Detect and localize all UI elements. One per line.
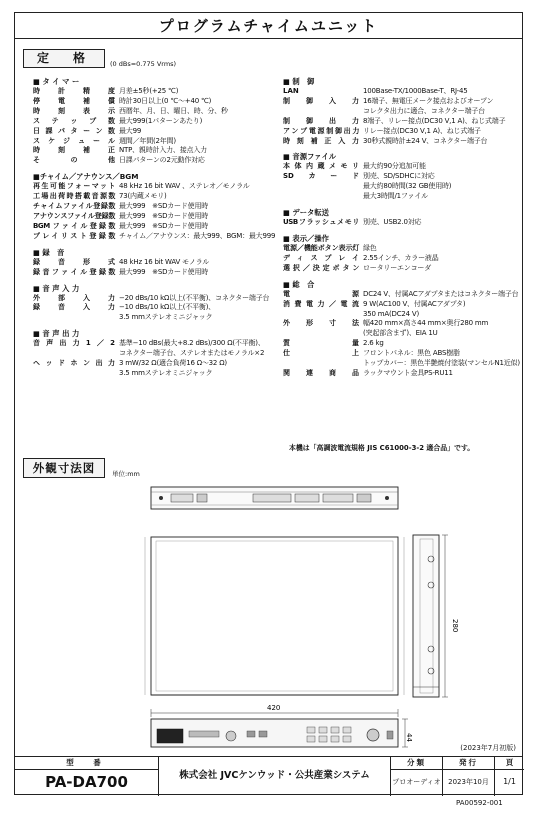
spec-value: 100Base-TX/1000Base-T、RJ-45 <box>363 87 468 95</box>
spec-label: スケジュール <box>33 136 115 145</box>
spec-value: −10 dBs/10 kΩ以上(不平衡)、 <box>119 303 216 312</box>
spec-value: 日課パターンの2元動作対応 <box>119 156 205 165</box>
depth-dimension-label: 280 <box>451 619 459 633</box>
spec-label <box>33 369 119 379</box>
spec-row <box>283 359 519 369</box>
spec-label: 時刻表示 <box>33 106 115 115</box>
rear-view <box>151 487 398 509</box>
spec-row <box>283 117 519 127</box>
spec-group-header: ■チャイム／アナウンス／BGM <box>33 172 139 182</box>
spec-label: その他 <box>33 156 115 165</box>
spec-group-header: ■ データ転送 <box>283 208 329 218</box>
spec-row <box>33 339 270 349</box>
model-cell <box>15 757 159 796</box>
spec-row <box>283 319 519 329</box>
spec-row <box>283 162 519 172</box>
model-number: PA-DA700 <box>45 773 128 791</box>
spec-row <box>33 303 270 313</box>
spec-column-right <box>283 77 519 385</box>
spec-value: トップカバー：黒色半艶焼付塗装(マンセルN1近似) <box>363 359 520 368</box>
spec-row <box>33 212 270 222</box>
spec-group-header: ■ 音 声 出 力 <box>33 329 80 339</box>
spec-value: 73(内蔵メモリ) <box>119 192 167 201</box>
spec-value: 最大約90分追加可能 <box>363 162 426 171</box>
spec-group-header: ■ 音 声 入 力 <box>33 283 80 293</box>
spec-label: 制御出力 <box>283 116 359 125</box>
class-value: プロオーディオ <box>392 778 441 786</box>
spec-row <box>33 146 270 156</box>
spec-value: 最大999(1パターンあたり) <box>119 116 203 125</box>
spec-label: 仕上 <box>283 349 359 358</box>
spec-label: 録音ファイル登録数 <box>33 267 115 276</box>
spec-value: NTP、親時計入力、接点入力 <box>119 146 207 155</box>
spec-row <box>283 172 519 182</box>
spec-value: 350 mA(DC24 V) <box>363 309 420 318</box>
spec-group <box>33 284 270 324</box>
page-cell <box>495 757 524 796</box>
spec-label: 選択／決定ボタン <box>283 263 359 272</box>
spec-value: 3.5 mmステレオミニジャック <box>119 368 213 377</box>
document-number: PA00592-001 <box>456 799 503 807</box>
spec-label: アンプ電源制御出力 <box>283 126 359 135</box>
page-header: 頁 <box>495 757 524 770</box>
spec-group <box>283 208 519 228</box>
class-cell <box>391 757 443 796</box>
spec-row <box>33 182 270 192</box>
spec-value: 16端子、無電圧メーク接点およびオープン <box>363 96 494 105</box>
spec-row <box>283 137 519 147</box>
spec-group <box>283 152 519 202</box>
spec-row <box>33 294 270 304</box>
spec-row <box>283 218 519 228</box>
spec-row <box>283 264 519 274</box>
spec-value: ラックマウント金具PS-RU11 <box>363 368 453 377</box>
spec-row <box>33 313 270 323</box>
spec-label <box>33 313 119 323</box>
spec-label <box>283 359 363 369</box>
spec-row <box>33 192 270 202</box>
spec-value: 別売、SD/SDHCに対応 <box>363 172 435 181</box>
spec-row <box>283 244 519 254</box>
harmonic-compliance-note: 本機は「高調波電流規格 JIS C61000-3-2 適合品」です。 <box>289 444 475 452</box>
spec-value: 西暦年、月、日、曜日、時、分、秒 <box>119 106 228 115</box>
spec-value: 最大999 ※SDカード使用時 <box>119 211 209 220</box>
spec-value: 3.5 mmステレオミニジャック <box>119 313 213 322</box>
spec-value: フロントパネル：黒色 ABS樹脂 <box>363 349 460 358</box>
spec-label: 音声出力1／2 <box>33 339 115 348</box>
spec-label: 日課パターン数 <box>33 126 115 135</box>
spec-value: 月差±5秒(+25 ℃) <box>119 87 179 95</box>
issue-header: 発行 <box>443 757 494 770</box>
spec-value: コレクタ出力に適合、コネクター端子台 <box>363 106 485 115</box>
spec-label: LAN <box>283 87 299 95</box>
spec-value: ロータリーエンコーダ <box>363 263 431 272</box>
model-header: 型 番 <box>15 757 158 770</box>
spec-value: 2.6 kg <box>363 339 384 348</box>
height-dimension-label: 44 <box>405 733 413 742</box>
spec-row <box>33 127 270 137</box>
spec-label <box>283 310 363 320</box>
spec-label <box>283 329 363 339</box>
spec-row <box>283 87 519 97</box>
spec-label: プレイリスト登録数 <box>33 231 115 240</box>
top-view <box>145 537 404 695</box>
spec-row <box>33 349 270 359</box>
footer-table <box>15 756 522 796</box>
spec-value: 30秒式親時計±24 V、コネクター端子台 <box>363 136 488 145</box>
spec-row <box>33 231 276 242</box>
spec-value: 48 kHz 16 bit WAV モノラル <box>119 257 210 266</box>
spec-group <box>283 280 519 379</box>
spec-value: チャイム／アナウンス：最大999、BGM：最大999 <box>119 231 276 240</box>
document-title: プログラムチャイムユニット <box>15 13 522 39</box>
page-value: 1/1 <box>503 777 516 786</box>
spec-value: 3 mW/32 Ω(適合負荷16 Ω〜32 Ω) <box>119 359 227 368</box>
spec-label: 質量 <box>283 339 359 348</box>
spec-label: 再生可能フォーマット <box>33 182 115 191</box>
spec-label: アナウンスファイル登録数 <box>33 211 115 220</box>
spec-group <box>33 77 270 166</box>
spec-value: リレー接点(DC30 V,1 A)、ねじ式端子 <box>363 126 481 135</box>
spec-group <box>33 329 270 379</box>
spec-value: 別売、USB2.0対応 <box>363 218 422 227</box>
spec-row <box>33 107 270 117</box>
width-dimension-label: 420 <box>267 704 281 712</box>
spec-group-header: ■ 録 音 <box>33 247 65 257</box>
spec-row <box>283 290 519 300</box>
edition-date: (2023年7月初版) <box>460 744 516 752</box>
spec-row <box>283 182 519 192</box>
spec-row <box>283 97 519 107</box>
issue-value: 2023年10月 <box>448 778 489 786</box>
spec-row <box>33 359 270 369</box>
spec-row <box>283 329 519 339</box>
spec-row <box>283 339 519 349</box>
spec-value: 8端子、リレー接点(DC30 V,1 A)、ねじ式端子 <box>363 116 506 125</box>
spec-label: 本体内蔵メモリ <box>283 162 359 171</box>
spec-group-header: ■ タ イ マ ー <box>33 77 80 86</box>
spec-value: −20 dBs/10 kΩ以上(不平衡)、コネクター端子台 <box>119 293 270 302</box>
spec-label: 録音入力 <box>33 303 115 312</box>
spec-group-header: ■ 総 合 <box>283 279 315 289</box>
spec-label: 外部入力 <box>33 293 115 302</box>
spec-value: コネクター端子台、ステレオまたはモノラル×2 <box>119 349 265 358</box>
spec-row <box>33 87 270 97</box>
spec-row <box>283 192 519 202</box>
company-name: 株式会社 JVCケンウッド・公共産業システム <box>179 770 370 781</box>
spec-row <box>283 254 519 264</box>
spec-label: チャイムファイル登録数 <box>33 202 115 211</box>
spec-label <box>33 349 119 359</box>
spec-row <box>33 222 270 232</box>
spec-value: 48 kHz 16 bit WAV 、ステレオ／モノラル <box>119 182 250 191</box>
spec-row <box>33 156 270 166</box>
spec-label: 制御入力 <box>283 96 359 105</box>
spec-label: 関連商品 <box>283 368 359 377</box>
drawing-unit: 単位:mm <box>112 470 140 478</box>
spec-group <box>33 248 270 278</box>
spec-row <box>33 202 270 212</box>
spec-label: 録音形式 <box>33 257 115 266</box>
spec-value: 最大999 ※SDカード使用時 <box>119 267 209 276</box>
spec-row <box>33 137 270 147</box>
spec-group <box>33 172 276 241</box>
spec-label: ステップ数 <box>33 116 115 125</box>
spec-reference-note: (0 dBs=0.775 Vrms) <box>110 60 177 68</box>
spec-group-header: ■ 制 御 <box>283 77 315 86</box>
spec-label <box>283 107 363 117</box>
spec-label: 工場出荷時搭載音源数 <box>33 192 115 201</box>
drawing-heading: 外観寸法図 <box>23 458 105 478</box>
class-header: 分類 <box>391 757 442 770</box>
spec-value: 最大約80時間(32 GB使用時) <box>363 182 452 191</box>
spec-row <box>283 349 519 359</box>
company-cell <box>159 757 391 796</box>
spec-value: 2.55インチ、カラー液晶 <box>363 253 439 262</box>
spec-row <box>283 310 519 320</box>
spec-label: 電源／機能ボタン表示灯 <box>283 243 359 252</box>
spec-label: 消費電力／電流 <box>283 299 359 308</box>
spec-label: BGMファイル登録数 <box>33 221 115 230</box>
spec-label: 時計精度 <box>33 87 115 95</box>
spec-value: 最大999 ※SDカード使用時 <box>119 221 209 230</box>
spec-value: 最大999 ※SDカード使用時 <box>119 202 209 211</box>
spec-row <box>283 300 519 310</box>
spec-row <box>283 107 519 117</box>
spec-value: 週間／年間(2年間) <box>119 136 176 145</box>
dimension-drawing <box>15 475 524 755</box>
spec-value: DC24 V、付属ACアダプタまたはコネクター端子台 <box>363 289 519 298</box>
spec-group <box>283 234 519 274</box>
spec-value: (突起部含まず)、EIA 1U <box>363 329 438 338</box>
spec-label: ヘッドホン出力 <box>33 359 115 368</box>
side-view <box>413 535 459 697</box>
spec-row <box>283 127 519 137</box>
spec-row <box>33 97 270 107</box>
spec-value: 幅420 mm×高さ44 mm×奥行280 mm <box>363 319 489 328</box>
width-dimension <box>151 704 398 717</box>
spec-group <box>283 77 519 146</box>
spec-value: 最大3時間/1ファイル <box>363 192 428 201</box>
spec-group-header: ■ 表示／操作 <box>283 233 329 243</box>
spec-row <box>33 369 270 379</box>
spec-label: 外形寸法 <box>283 319 359 328</box>
spec-row <box>283 369 519 379</box>
spec-label: 時刻補正 <box>33 146 115 155</box>
spec-label: ディスプレイ <box>283 253 359 262</box>
spec-value: 時計30日以上(0 ℃〜+40 ℃) <box>119 96 212 105</box>
spec-value: 基準−10 dBs(最大+8.2 dBs)/300 Ω(不平衡)、 <box>119 339 265 348</box>
spec-label <box>283 192 363 202</box>
spec-row <box>33 258 270 268</box>
spec-value: 緑色 <box>363 243 377 252</box>
spec-label: 電源 <box>283 289 359 298</box>
front-view <box>151 719 413 747</box>
spec-column-left <box>33 77 276 385</box>
spec-row <box>33 117 270 127</box>
spec-label: 停電補償 <box>33 96 115 105</box>
spec-label: SDカード <box>283 172 359 181</box>
spec-value: 9 W(AC100 V、付属ACアダプタ) <box>363 299 466 308</box>
spec-row <box>33 268 270 278</box>
spec-sheet <box>14 12 523 795</box>
spec-label <box>283 182 363 192</box>
spec-value: 最大99 <box>119 126 142 135</box>
spec-label: 時刻補正入力 <box>283 136 359 145</box>
spec-label: USBフラッシュメモリ <box>283 218 359 227</box>
issue-cell <box>443 757 495 796</box>
spec-heading: 定 格 <box>23 49 105 68</box>
spec-group-header: ■ 音源ファイル <box>283 152 337 162</box>
